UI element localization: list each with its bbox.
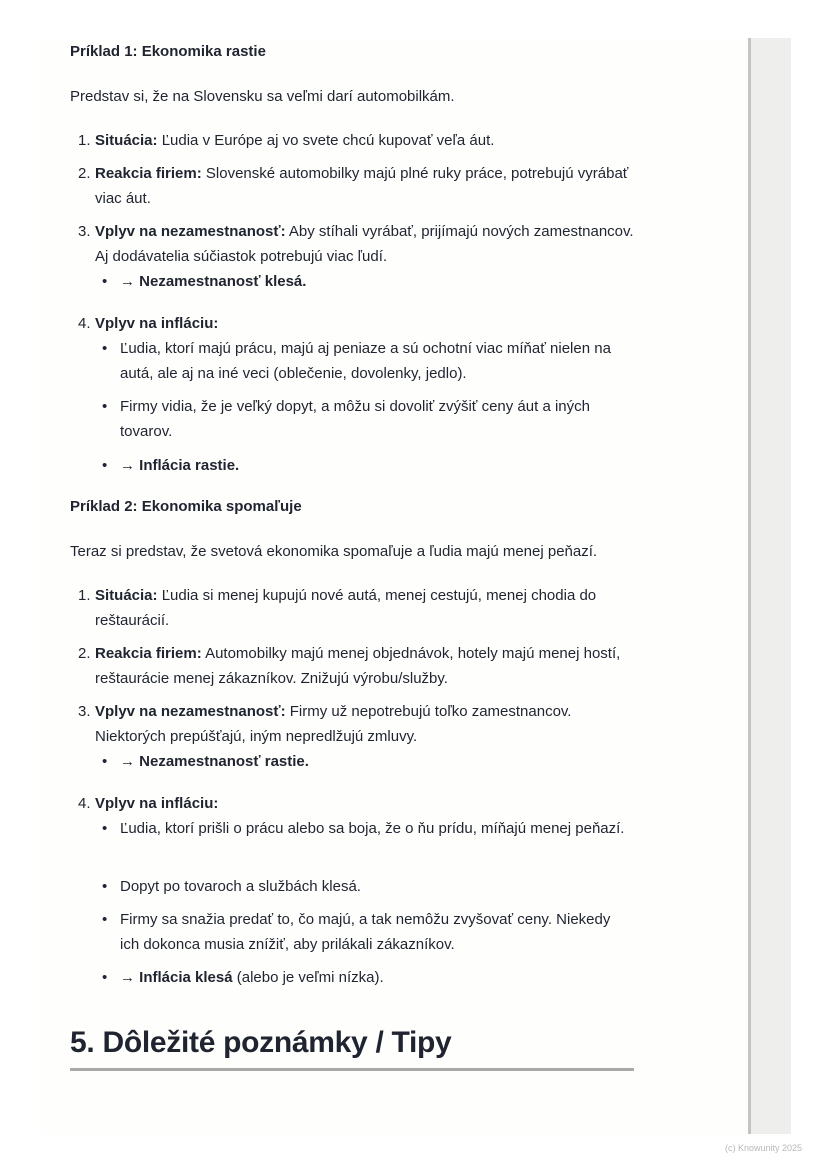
example1-item-1 — [78, 128, 638, 153]
section5-heading: 5. Dôležité poznámky / Tipy — [70, 1026, 452, 1059]
item-number: 2. — [78, 645, 91, 662]
item-number: 3. — [78, 223, 91, 240]
example2-item-1 — [78, 583, 638, 633]
item-text: Ľudia v Európe aj vo svete chcú kupovať veľa áut. — [157, 132, 495, 149]
item-text: Ľudia si menej kupujú nové autá, menej cestujú, menej chodia do reštaurácií. — [95, 587, 597, 629]
item-text: Aby stíhali vyrábať, prijímajú nových zamestnancov. Aj dodávatelia súčiastok potrebujú viac ľudí. — [95, 223, 634, 265]
example1-item-3-bullet-1: • → Nezamestnanosť klesá. — [102, 269, 632, 294]
example1-item-4-bullet-2: • Firmy vidia, že je veľký dopyt, a môžu si dovoliť zvýšiť ceny áut a iných tovarov. — [102, 394, 632, 444]
item-text: Slovenské automobilky majú plné ruky práce, potrebujú vyrábať viac áut. — [95, 165, 629, 207]
bullet-icon: • — [102, 878, 108, 895]
example1-item-2 — [78, 161, 638, 211]
document-page — [40, 38, 803, 1153]
bullet-icon: • — [102, 969, 108, 986]
example2-intro: Teraz si predstav, že svetová ekonomika spomaľuje a ľudia majú menej peňazí. — [70, 543, 598, 560]
example1-item-4-bullet-1: • Ľudia, ktorí majú prácu, majú aj peniaze a sú ochotní viac míňať nielen na autá, ale aj na iné veci (oblečenie, dovolenky, jedlo). — [102, 336, 632, 386]
example2-item-2 — [78, 641, 638, 691]
item-number: 4. — [78, 795, 91, 812]
example2-item-4-bullet-2: • Dopyt po tovaroch a službách klesá. — [102, 874, 632, 899]
heading-divider — [70, 1068, 634, 1071]
item-label: Vplyv na nezamestnanosť: — [95, 223, 286, 240]
item-text: Automobilky majú menej objednávok, hotely majú menej hostí, reštaurácie menej zákazníkov. Znižujú výrobu/služby. — [95, 645, 621, 687]
item-label: Situácia: — [95, 132, 158, 149]
bullet-icon: • — [102, 753, 108, 770]
bullet-icon: • — [102, 457, 108, 474]
item-number: 1. — [78, 132, 91, 149]
example1-item-4 — [78, 311, 638, 336]
example1-title: Príklad 1: Ekonomika rastie — [70, 43, 266, 60]
example1-item-3 — [78, 219, 638, 269]
item-text: Firmy už nepotrebujú toľko zamestnancov. Niektorých prepúšťajú, iným nepredlžujú zmluvy. — [95, 703, 572, 745]
item-label: Vplyv na nezamestnanosť: — [95, 703, 286, 720]
example1-intro: Predstav si, že na Slovensku sa veľmi darí automobilkám. — [70, 88, 455, 105]
example2-item-4-bullet-4: • → Inflácia klesá (alebo je veľmi nízka). — [102, 965, 632, 990]
bullet-icon: • — [102, 820, 108, 837]
item-label: Reakcia firiem: — [95, 645, 202, 662]
copyright-footer: (c) Knowunity 2025 — [725, 1143, 803, 1153]
bullet-icon: • — [102, 911, 108, 928]
example2-item-4 — [78, 791, 638, 816]
item-label: Vplyv na infláciu: — [95, 315, 219, 332]
example2-title: Príklad 2: Ekonomika spomaľuje — [70, 498, 302, 515]
item-label: Situácia: — [95, 587, 158, 604]
bullet-icon: • — [102, 340, 108, 357]
item-number: 1. — [78, 587, 91, 604]
bullet-icon: • — [102, 398, 108, 415]
item-number: 2. — [78, 165, 91, 182]
bullet-icon: • — [102, 273, 108, 290]
example2-item-4-bullet-3: • Firmy sa snažia predať to, čo majú, a tak nemôžu zvyšovať ceny. Niekedy ich dokonca musia znížiť, aby prilákali zákazníkov. — [102, 907, 632, 957]
side-scroll-panel — [748, 38, 791, 1134]
example2-item-4-bullet-1: • Ľudia, ktorí prišli o prácu alebo sa boja, že o ňu prídu, míňajú menej peňazí. — [102, 816, 632, 841]
item-label: Vplyv na infláciu: — [95, 795, 219, 812]
example1-item-4-bullet-3: • → Inflácia rastie. — [102, 453, 632, 478]
item-label: Reakcia firiem: — [95, 165, 202, 182]
item-number: 4. — [78, 315, 91, 332]
item-number: 3. — [78, 703, 91, 720]
example2-item-3 — [78, 699, 638, 749]
example2-item-3-bullet-1: • → Nezamestnanosť rastie. — [102, 749, 632, 774]
